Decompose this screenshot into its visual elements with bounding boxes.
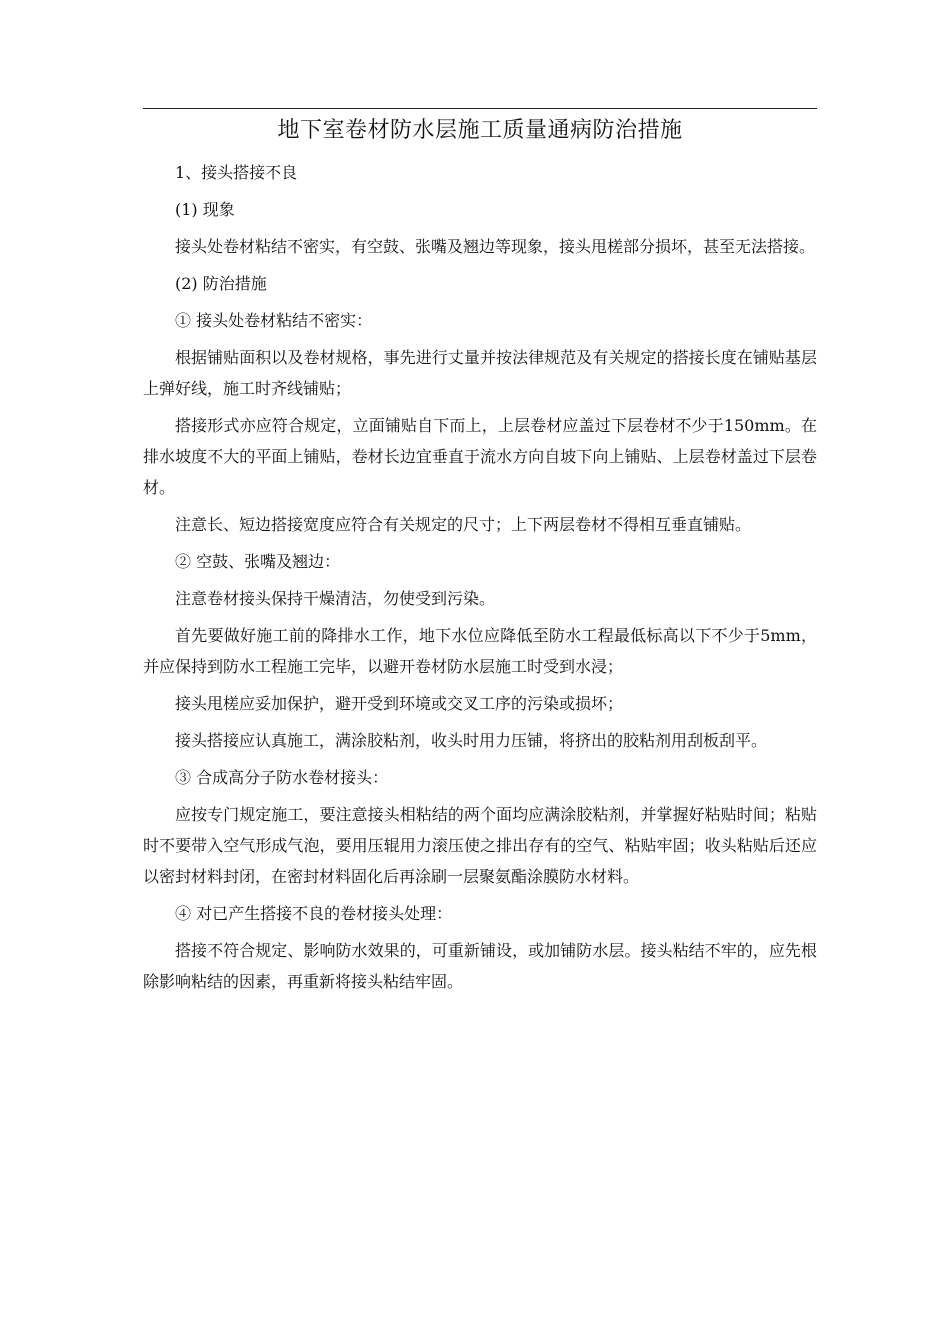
paragraph: 应按专门规定施工，要注意接头相粘结的两个面均应满涂胶粘剂，并掌握好粘贴时间；粘贴时不要带入空气形成气泡，要用压辊用力滚压使之排出存有的空气、粘贴牢固；收头粘贴后还应以密封材料封闭，在密封材料固化后再涂刷一层聚氨酯涂膜防水材料。 [143,805,817,886]
paragraph: 首先要做好施工前的降排水工作，地下水位应降低至防水工程最低标高以下不少于5mm，并应保持到防水工程施工完毕，以避开卷材防水层施工时受到水浸； [143,626,817,676]
document-title: 地下室卷材防水层施工质量通病防治措施 [277,118,683,143]
paragraph: 注意卷材接头保持干燥清洁，勿使受到污染。 [175,589,496,608]
paragraph: 接头搭接应认真施工，满涂胶粘剂，收头时用力压铺，将挤出的胶粘剂用刮板刮平。 [175,731,768,750]
subsection-heading: (1) 现象 [175,200,235,219]
item-heading: ④ 对已产生搭接不良的卷材接头处理： [175,904,453,923]
subsection-heading: (2) 防治措施 [175,274,267,293]
section-heading: 1、接头搭接不良 [175,163,298,182]
paragraph: 注意长、短边搭接宽度应符合有关规定的尺寸；上下两层卷材不得相互垂直铺贴。 [175,515,752,534]
header-rule [143,108,817,109]
paragraph: 根据铺贴面积以及卷材规格，事先进行丈量并按法律规范及有关规定的搭接长度在铺贴基层上弹好线，施工时齐线铺贴； [143,348,817,398]
item-heading: ① 接头处卷材粘结不密实： [175,311,373,330]
paragraph: 接头处卷材粘结不密实，有空鼓、张嘴及翘边等现象，接头甩槎部分损坏，甚至无法搭接。 [175,237,816,256]
paragraph: 接头甩槎应妥加保护，避开受到环境或交叉工序的污染或损坏； [175,694,624,713]
paragraph: 搭接不符合规定、影响防水效果的，可重新铺设，或加铺防水层。接头粘结不牢的，应先根除影响粘结的因素，再重新将接头粘结牢固。 [143,941,817,991]
item-heading: ③ 合成高分子防水卷材接头： [175,768,389,787]
document-body [143,157,817,997]
paragraph: 搭接形式亦应符合规定，立面铺贴自下而上，上层卷材应盖过下层卷材不少于150mm。在排水坡度不大的平面上铺贴，卷材长边宜垂直于流水方向自坡下向上铺贴、上层卷材盖过下层卷材。 [143,416,817,497]
item-heading: ② 空鼓、张嘴及翘边： [175,552,341,571]
